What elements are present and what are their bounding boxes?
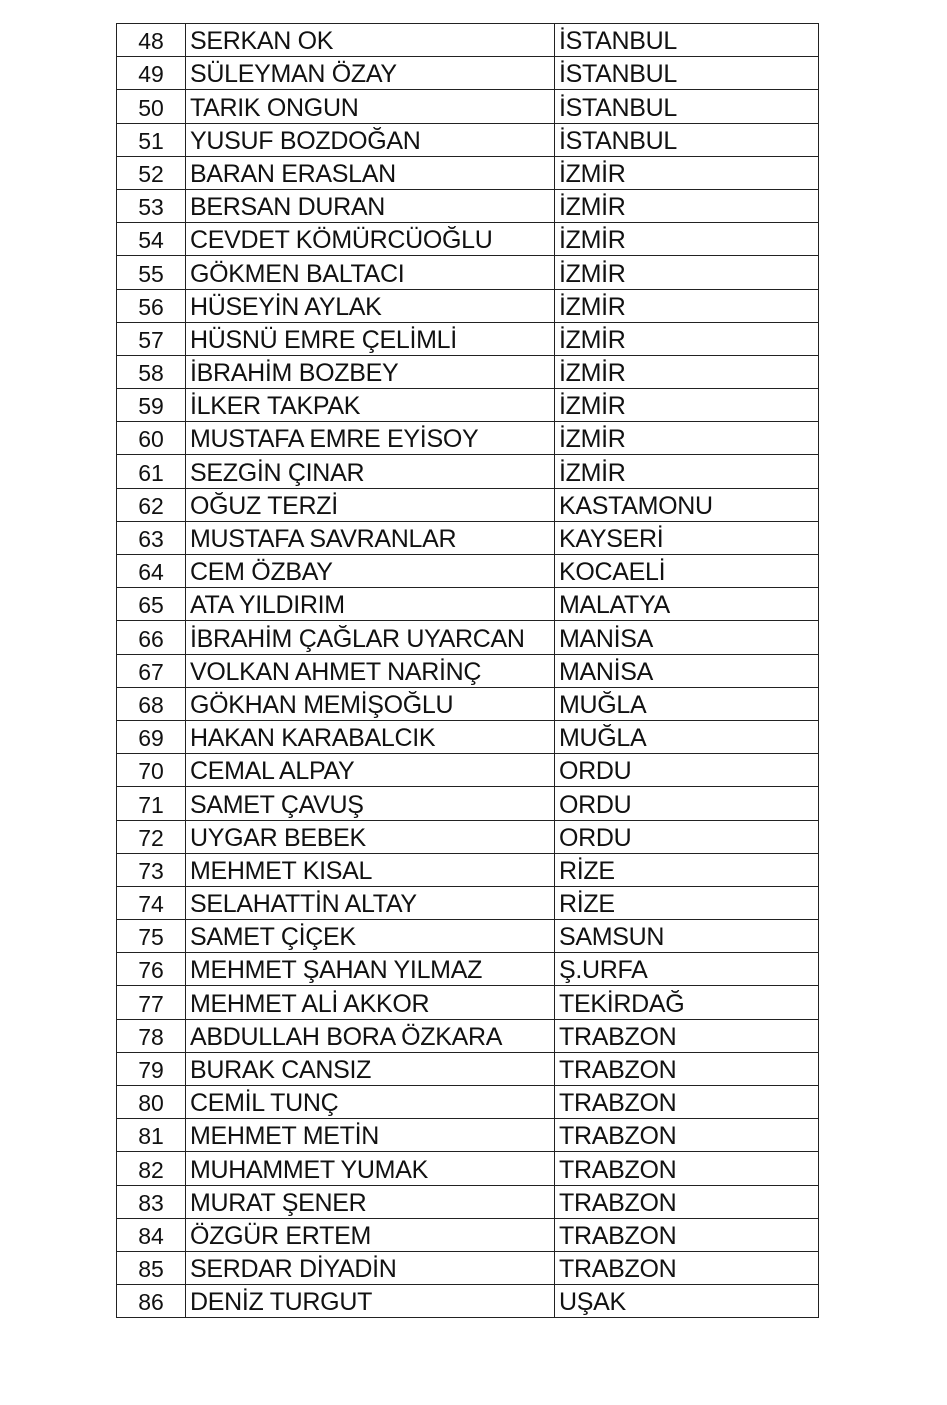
city-cell: İSTANBUL [555,90,819,123]
city-cell: İSTANBUL [555,24,819,57]
person-name-cell: SELAHATTİN ALTAY [186,886,555,919]
person-name-cell: SAMET ÇAVUŞ [186,787,555,820]
person-name-cell: MUSTAFA SAVRANLAR [186,521,555,554]
table-row [117,355,819,388]
person-name-cell: CEMAL ALPAY [186,754,555,787]
person-name-cell: MUSTAFA EMRE EYİSOY [186,422,555,455]
row-number-cell: 53 [117,189,186,222]
city-cell: İZMİR [555,156,819,189]
person-name-cell: MEHMET ALİ AKKOR [186,986,555,1019]
row-number-cell: 83 [117,1185,186,1218]
table-row [117,1086,819,1119]
person-name-cell: HÜSNÜ EMRE ÇELİMLİ [186,322,555,355]
row-number-cell: 50 [117,90,186,123]
table-row [117,787,819,820]
person-name-cell: İBRAHİM BOZBEY [186,355,555,388]
person-name-cell: İBRAHİM ÇAĞLAR UYARCAN [186,621,555,654]
row-number-cell: 65 [117,588,186,621]
person-name-cell: HAKAN KARABALCIK [186,720,555,753]
table-row [117,1251,819,1284]
table-row [117,986,819,1019]
table-row [117,1285,819,1318]
row-number-cell: 71 [117,787,186,820]
table-row [117,90,819,123]
row-number-cell: 63 [117,521,186,554]
city-cell: RİZE [555,853,819,886]
table-row [117,422,819,455]
person-name-cell: MEHMET ŞAHAN YILMAZ [186,953,555,986]
row-number-cell: 68 [117,687,186,720]
city-cell: UŞAK [555,1285,819,1318]
person-name-cell: HÜSEYİN AYLAK [186,289,555,322]
table-row [117,189,819,222]
city-cell: İZMİR [555,355,819,388]
row-number-cell: 76 [117,953,186,986]
roster-sheet [116,23,819,1318]
table-row [117,123,819,156]
table-row [117,521,819,554]
row-number-cell: 60 [117,422,186,455]
row-number-cell: 64 [117,555,186,588]
row-number-cell: 73 [117,853,186,886]
table-row [117,24,819,57]
row-number-cell: 52 [117,156,186,189]
city-cell: KAYSERİ [555,521,819,554]
city-cell: TRABZON [555,1019,819,1052]
city-cell: İZMİR [555,189,819,222]
person-name-cell: BARAN ERASLAN [186,156,555,189]
table-row [117,1119,819,1152]
table-row [117,223,819,256]
table-row [117,720,819,753]
row-number-cell: 79 [117,1052,186,1085]
row-number-cell: 58 [117,355,186,388]
row-number-cell: 75 [117,920,186,953]
person-name-cell: MEHMET METİN [186,1119,555,1152]
person-name-cell: GÖKHAN MEMİŞOĞLU [186,687,555,720]
roster-table-body [117,24,819,1318]
person-name-cell: CEM ÖZBAY [186,555,555,588]
person-name-cell: SAMET ÇİÇEK [186,920,555,953]
row-number-cell: 55 [117,256,186,289]
city-cell: İZMİR [555,422,819,455]
table-row [117,1019,819,1052]
person-name-cell: GÖKMEN BALTACI [186,256,555,289]
city-cell: SAMSUN [555,920,819,953]
table-row [117,1218,819,1251]
city-cell: KASTAMONU [555,488,819,521]
city-cell: Ş.URFA [555,953,819,986]
city-cell: MALATYA [555,588,819,621]
city-cell: RİZE [555,886,819,919]
row-number-cell: 77 [117,986,186,1019]
city-cell: TEKİRDAĞ [555,986,819,1019]
table-row [117,1185,819,1218]
row-number-cell: 78 [117,1019,186,1052]
person-name-cell: ÖZGÜR ERTEM [186,1218,555,1251]
city-cell: TRABZON [555,1086,819,1119]
person-name-cell: CEMİL TUNÇ [186,1086,555,1119]
row-number-cell: 67 [117,654,186,687]
table-row [117,886,819,919]
row-number-cell: 57 [117,322,186,355]
table-row [117,853,819,886]
table-row [117,953,819,986]
row-number-cell: 74 [117,886,186,919]
city-cell: ORDU [555,754,819,787]
city-cell: TRABZON [555,1152,819,1185]
row-number-cell: 54 [117,223,186,256]
table-row [117,920,819,953]
city-cell: İZMİR [555,256,819,289]
person-name-cell: DENİZ TURGUT [186,1285,555,1318]
city-cell: İZMİR [555,455,819,488]
city-cell: TRABZON [555,1218,819,1251]
row-number-cell: 80 [117,1086,186,1119]
person-name-cell: SEZGİN ÇINAR [186,455,555,488]
city-cell: İZMİR [555,223,819,256]
table-row [117,754,819,787]
row-number-cell: 49 [117,57,186,90]
city-cell: İSTANBUL [555,57,819,90]
person-name-cell: BERSAN DURAN [186,189,555,222]
person-name-cell: MURAT ŞENER [186,1185,555,1218]
table-row [117,687,819,720]
person-name-cell: VOLKAN AHMET NARİNÇ [186,654,555,687]
row-number-cell: 85 [117,1251,186,1284]
city-cell: İZMİR [555,322,819,355]
city-cell: TRABZON [555,1119,819,1152]
city-cell: ORDU [555,787,819,820]
person-name-cell: SERDAR DİYADİN [186,1251,555,1284]
person-name-cell: İLKER TAKPAK [186,389,555,422]
row-number-cell: 61 [117,455,186,488]
row-number-cell: 84 [117,1218,186,1251]
row-number-cell: 70 [117,754,186,787]
city-cell: ORDU [555,820,819,853]
city-cell: MANİSA [555,621,819,654]
table-row [117,588,819,621]
row-number-cell: 59 [117,389,186,422]
person-name-cell: MUHAMMET YUMAK [186,1152,555,1185]
row-number-cell: 56 [117,289,186,322]
city-cell: KOCAELİ [555,555,819,588]
table-row [117,322,819,355]
row-number-cell: 69 [117,720,186,753]
city-cell: MUĞLA [555,687,819,720]
row-number-cell: 62 [117,488,186,521]
city-cell: MANİSA [555,654,819,687]
person-name-cell: BURAK CANSIZ [186,1052,555,1085]
row-number-cell: 81 [117,1119,186,1152]
table-row [117,289,819,322]
person-name-cell: MEHMET KISAL [186,853,555,886]
table-row [117,1152,819,1185]
table-row [117,455,819,488]
city-cell: TRABZON [555,1251,819,1284]
city-cell: İZMİR [555,289,819,322]
person-name-cell: SERKAN OK [186,24,555,57]
person-name-cell: YUSUF BOZDOĞAN [186,123,555,156]
row-number-cell: 82 [117,1152,186,1185]
table-row [117,156,819,189]
person-name-cell: UYGAR BEBEK [186,820,555,853]
person-name-cell: OĞUZ TERZİ [186,488,555,521]
row-number-cell: 51 [117,123,186,156]
city-cell: TRABZON [555,1185,819,1218]
table-row [117,654,819,687]
table-row [117,1052,819,1085]
person-name-cell: ABDULLAH BORA ÖZKARA [186,1019,555,1052]
table-row [117,57,819,90]
row-number-cell: 86 [117,1285,186,1318]
city-cell: İSTANBUL [555,123,819,156]
table-row [117,555,819,588]
person-name-cell: CEVDET KÖMÜRCÜOĞLU [186,223,555,256]
city-cell: TRABZON [555,1052,819,1085]
table-row [117,488,819,521]
row-number-cell: 48 [117,24,186,57]
table-row [117,621,819,654]
person-name-cell: ATA YILDIRIM [186,588,555,621]
table-row [117,256,819,289]
city-cell: MUĞLA [555,720,819,753]
city-cell: İZMİR [555,389,819,422]
row-number-cell: 72 [117,820,186,853]
table-row [117,389,819,422]
person-name-cell: TARIK ONGUN [186,90,555,123]
roster-table [116,23,819,1318]
person-name-cell: SÜLEYMAN ÖZAY [186,57,555,90]
table-row [117,820,819,853]
row-number-cell: 66 [117,621,186,654]
